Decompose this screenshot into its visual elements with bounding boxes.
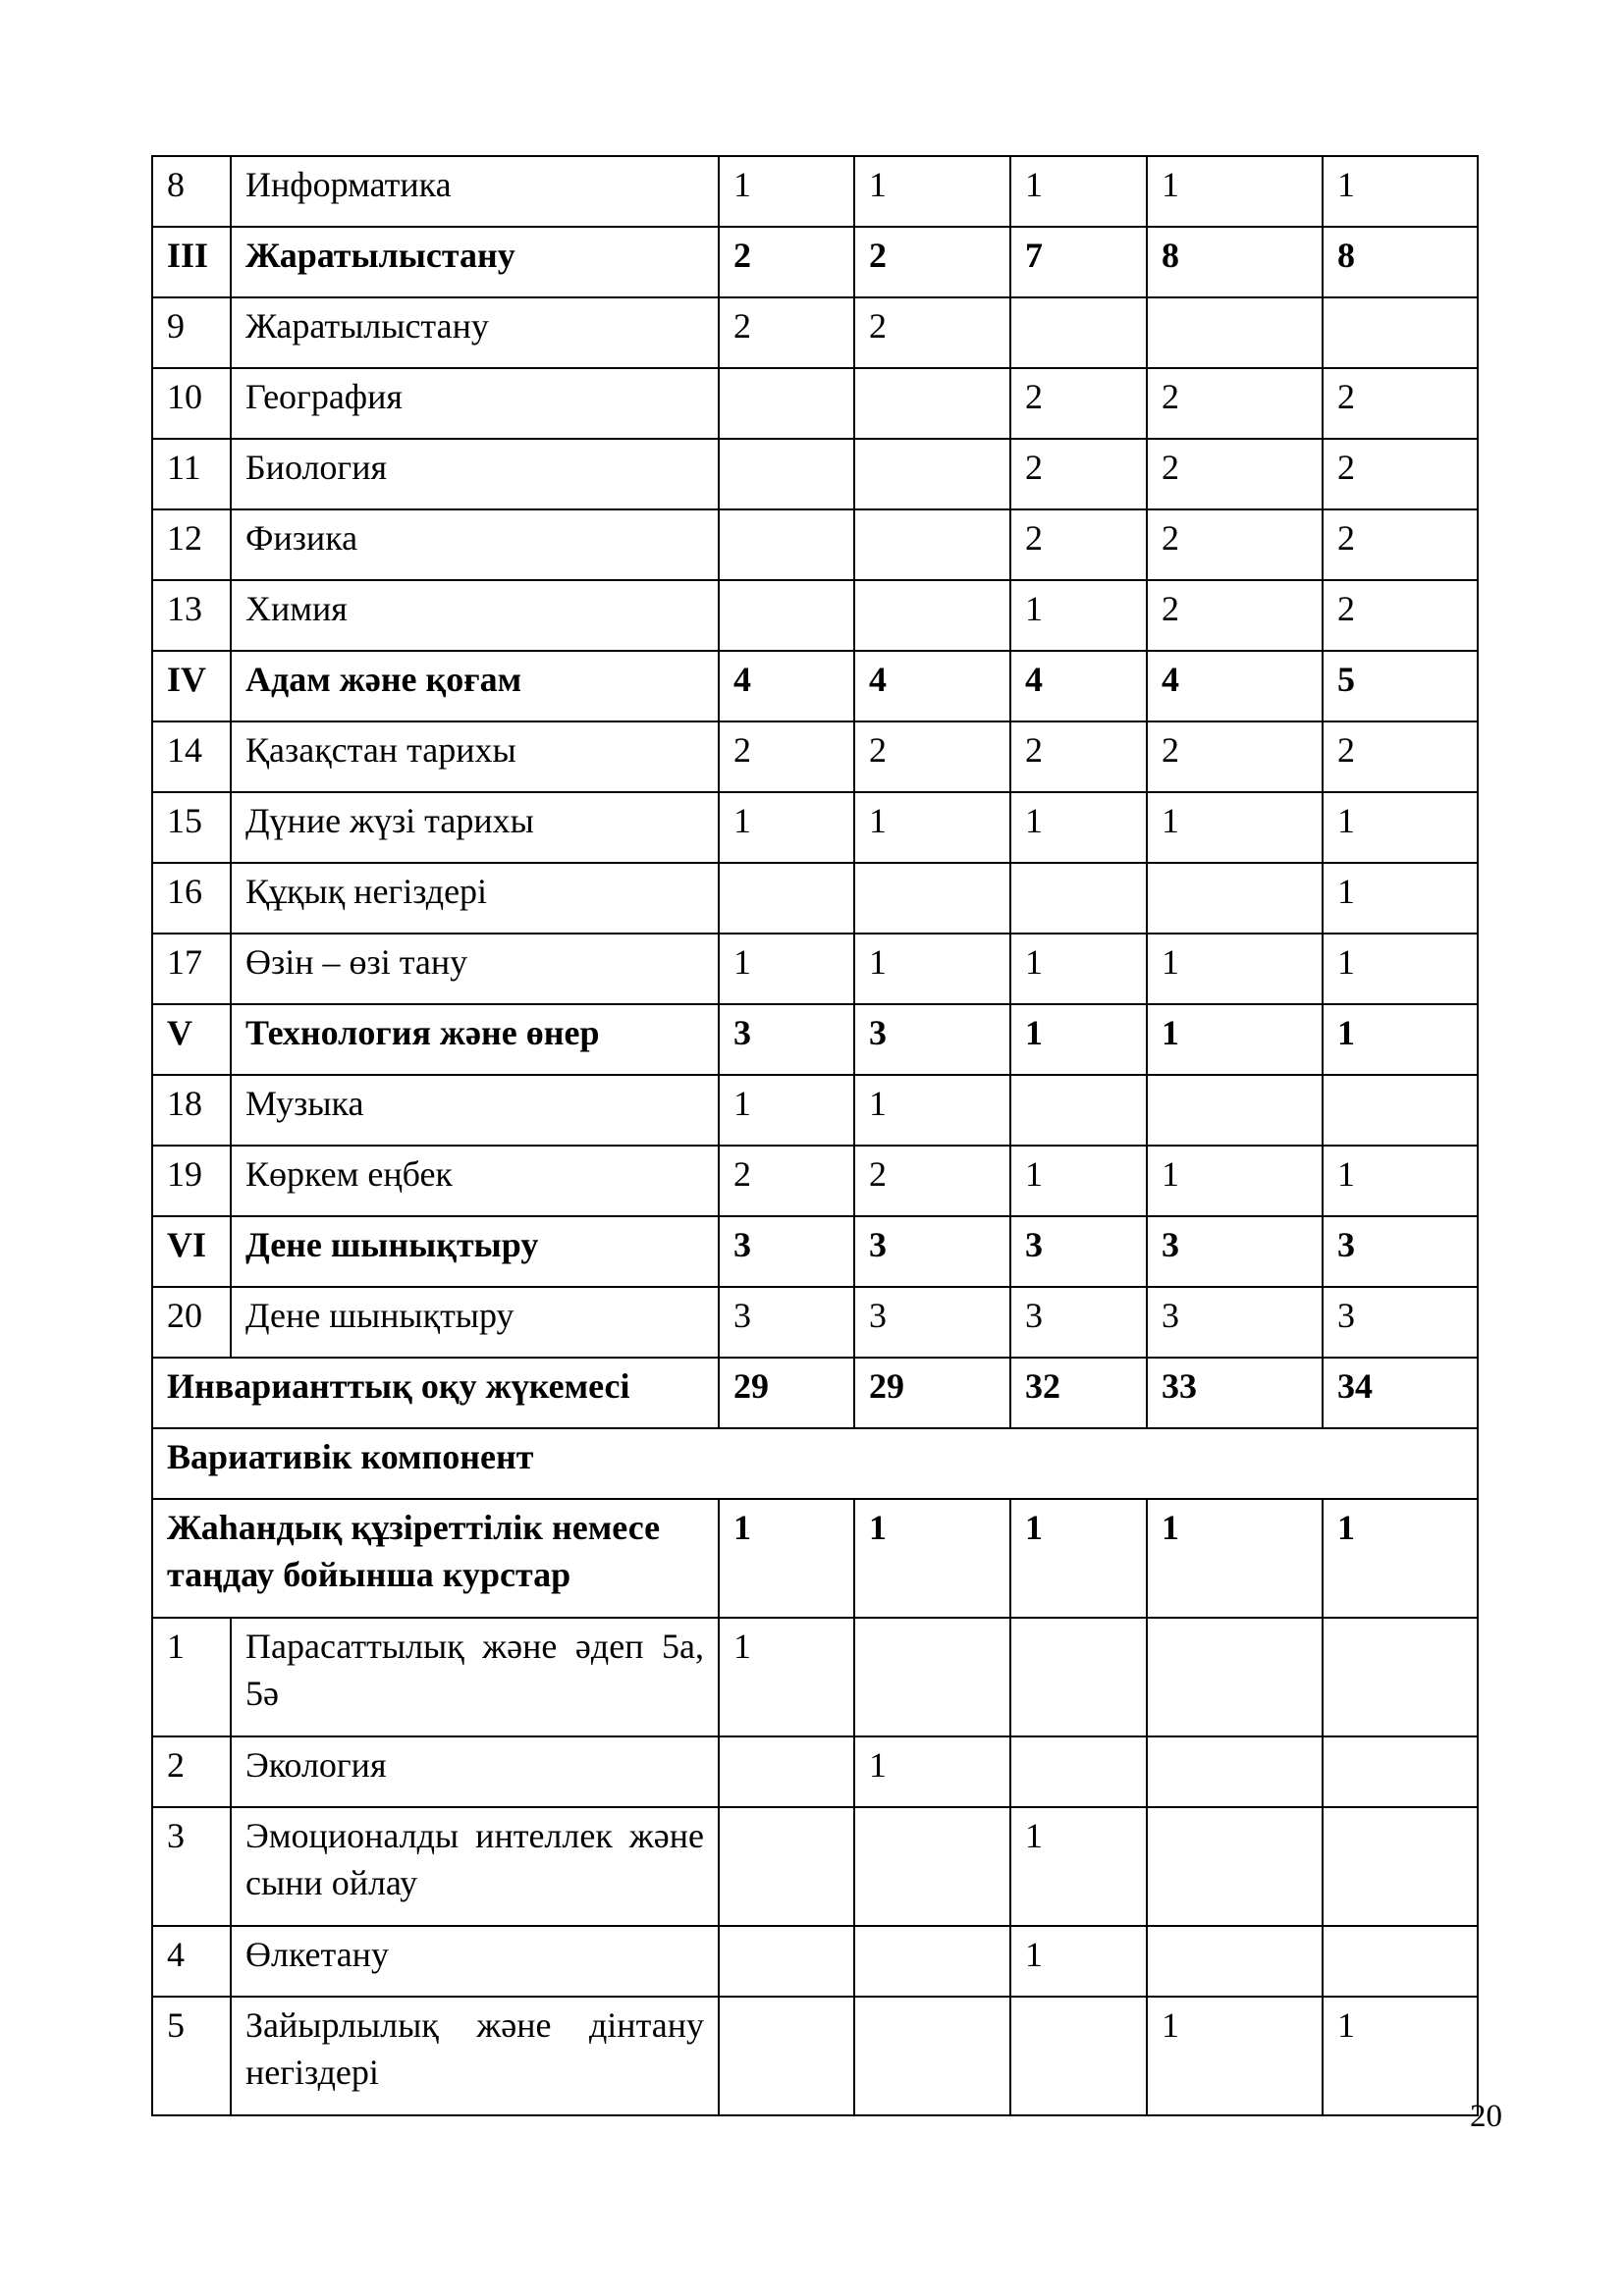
subject-name: Дүние жүзі тарихы: [231, 792, 719, 863]
subject-name: Физика: [231, 509, 719, 580]
subject-name: Химия: [231, 580, 719, 651]
table-cell: 4: [1010, 651, 1147, 721]
table-cell: [1010, 863, 1147, 934]
table-cell: [854, 1618, 1010, 1736]
table-cell: 1: [854, 792, 1010, 863]
subject-name: Дене шынықтыру: [231, 1287, 719, 1358]
table-cell: [854, 1807, 1010, 1926]
row-number: 2: [152, 1736, 231, 1807]
table-cell: 3: [1010, 1216, 1147, 1287]
table-cell: [1323, 1618, 1478, 1736]
table-cell: 2: [719, 1146, 854, 1216]
row-number: 1: [152, 1618, 231, 1736]
table-cell: [1147, 1075, 1323, 1146]
table-cell: [719, 1807, 854, 1926]
table-cell: 1: [854, 934, 1010, 1004]
table-cell: 1: [719, 934, 854, 1004]
variative-header-row: [152, 1428, 1478, 1499]
page-number: 20: [1470, 2099, 1502, 2134]
table-cell: [719, 509, 854, 580]
row-number: 10: [152, 368, 231, 439]
table-row: [152, 1618, 1478, 1736]
table-cell: [1010, 1618, 1147, 1736]
table-cell: [854, 1997, 1010, 2115]
table-cell: 2: [854, 1146, 1010, 1216]
table-row: [152, 1216, 1478, 1287]
table-cell: [1323, 297, 1478, 368]
table-cell: 3: [719, 1287, 854, 1358]
subject-name: Жаратылыстану: [231, 297, 719, 368]
table-cell: 1: [854, 156, 1010, 227]
table-cell: 1: [1323, 1004, 1478, 1075]
table-cell: 3: [1323, 1287, 1478, 1358]
table-cell: 1: [1010, 1807, 1147, 1926]
row-number: 5: [152, 1997, 231, 2115]
subject-name: Эмоционалды интеллек және сыни ойлау: [231, 1807, 719, 1926]
table-cell: [719, 863, 854, 934]
table-row: [152, 1926, 1478, 1997]
table-cell: 1: [854, 1075, 1010, 1146]
table-row: [152, 227, 1478, 297]
table-row: [152, 1146, 1478, 1216]
table-cell: [1323, 1807, 1478, 1926]
table-cell: [719, 1736, 854, 1807]
table-cell: 1: [1147, 1997, 1323, 2115]
subject-name: Парасаттылық және әдеп 5а, 5ә: [231, 1618, 719, 1736]
table-cell: 1: [1147, 1499, 1323, 1618]
table-cell: 3: [1010, 1287, 1147, 1358]
global-competence-row: [152, 1499, 1478, 1618]
table-cell: [1147, 863, 1323, 934]
table-cell: [854, 1926, 1010, 1997]
table-row: [152, 1075, 1478, 1146]
row-number: 19: [152, 1146, 231, 1216]
table-cell: 2: [1010, 368, 1147, 439]
table-cell: 3: [854, 1004, 1010, 1075]
table-row: [152, 156, 1478, 227]
curriculum-table: [151, 155, 1479, 2116]
table-cell: 2: [1010, 721, 1147, 792]
table-cell: [854, 509, 1010, 580]
table-cell: [1010, 1075, 1147, 1146]
invariant-total-label: Инварианттық оқу жүкемесі: [152, 1358, 719, 1428]
table-cell: 34: [1323, 1358, 1478, 1428]
table-cell: 1: [1010, 1499, 1147, 1618]
table-cell: 2: [1147, 580, 1323, 651]
table-cell: [1147, 1736, 1323, 1807]
table-cell: 2: [719, 721, 854, 792]
row-number: III: [152, 227, 231, 297]
table-cell: 3: [1147, 1287, 1323, 1358]
table-cell: 1: [719, 792, 854, 863]
table-cell: 1: [719, 156, 854, 227]
table-cell: 2: [1010, 509, 1147, 580]
table-cell: 2: [1147, 439, 1323, 509]
table-row: [152, 1287, 1478, 1358]
table-cell: [854, 580, 1010, 651]
table-cell: [1323, 1736, 1478, 1807]
table-cell: 33: [1147, 1358, 1323, 1428]
table-cell: 1: [1010, 1004, 1147, 1075]
table-cell: 32: [1010, 1358, 1147, 1428]
table-row: [152, 368, 1478, 439]
table-cell: 1: [1147, 934, 1323, 1004]
table-cell: 2: [719, 227, 854, 297]
subject-name: География: [231, 368, 719, 439]
table-cell: [854, 863, 1010, 934]
table-cell: 29: [854, 1358, 1010, 1428]
table-cell: [719, 580, 854, 651]
table-cell: 7: [1010, 227, 1147, 297]
table-cell: 2: [1147, 509, 1323, 580]
table-cell: 8: [1323, 227, 1478, 297]
table-row: [152, 509, 1478, 580]
table-cell: 2: [719, 297, 854, 368]
table-cell: 2: [1147, 368, 1323, 439]
table-cell: 1: [719, 1075, 854, 1146]
table-row: [152, 439, 1478, 509]
table-cell: 1: [1010, 934, 1147, 1004]
row-number: 17: [152, 934, 231, 1004]
subject-name: Биология: [231, 439, 719, 509]
table-cell: [719, 1926, 854, 1997]
table-cell: [1147, 1807, 1323, 1926]
table-cell: 1: [1010, 156, 1147, 227]
table-row: [152, 1736, 1478, 1807]
table-row: [152, 792, 1478, 863]
table-cell: 4: [1147, 651, 1323, 721]
table-cell: 2: [1323, 439, 1478, 509]
table-cell: [1010, 1736, 1147, 1807]
table-cell: 3: [854, 1287, 1010, 1358]
table-cell: [1323, 1075, 1478, 1146]
row-number: 18: [152, 1075, 231, 1146]
table-cell: 1: [1147, 156, 1323, 227]
table-cell: 1: [1010, 1926, 1147, 1997]
table-cell: [854, 368, 1010, 439]
table-cell: 2: [854, 297, 1010, 368]
row-number: 15: [152, 792, 231, 863]
table-cell: 1: [1010, 1146, 1147, 1216]
subject-name: Өлкетану: [231, 1926, 719, 1997]
table-cell: 1: [1323, 863, 1478, 934]
subject-name: Экология: [231, 1736, 719, 1807]
table-cell: 5: [1323, 651, 1478, 721]
subject-name: Көркем еңбек: [231, 1146, 719, 1216]
table-cell: [719, 1997, 854, 2115]
table-cell: 3: [1147, 1216, 1323, 1287]
table-cell: 2: [1323, 368, 1478, 439]
table-cell: [719, 439, 854, 509]
table-cell: 1: [719, 1499, 854, 1618]
table-body: [152, 156, 1478, 2115]
table-cell: 1: [719, 1618, 854, 1736]
subject-name: Адам және қоғам: [231, 651, 719, 721]
row-number: VI: [152, 1216, 231, 1287]
table-cell: 2: [854, 227, 1010, 297]
invariant-total-row: [152, 1358, 1478, 1428]
subject-name: Дене шынықтыру: [231, 1216, 719, 1287]
table-row: [152, 1004, 1478, 1075]
subject-name: Зайырлылық және дінтану негіздері: [231, 1997, 719, 2115]
row-number: 11: [152, 439, 231, 509]
table-row: [152, 1807, 1478, 1926]
table-cell: [1147, 297, 1323, 368]
table-cell: 3: [1323, 1216, 1478, 1287]
variative-header: Вариативік компонент: [152, 1428, 1478, 1499]
table-cell: [854, 439, 1010, 509]
table-cell: 2: [1147, 721, 1323, 792]
subject-name: Өзін – өзі тану: [231, 934, 719, 1004]
global-competence-label: Жаһандық құзіреттілік немесе таңдау бойынша курстар: [152, 1499, 719, 1618]
row-number: 9: [152, 297, 231, 368]
table-cell: 1: [1323, 1146, 1478, 1216]
subject-name: Технология және өнер: [231, 1004, 719, 1075]
table-cell: 1: [1323, 1499, 1478, 1618]
table-row: [152, 651, 1478, 721]
subject-name: Қазақстан тарихы: [231, 721, 719, 792]
table-cell: 3: [719, 1216, 854, 1287]
subject-name: Информатика: [231, 156, 719, 227]
row-number: V: [152, 1004, 231, 1075]
table-cell: 1: [1010, 580, 1147, 651]
table-cell: 8: [1147, 227, 1323, 297]
table-cell: 1: [1323, 934, 1478, 1004]
table-cell: 1: [1147, 792, 1323, 863]
subject-name: Құқық негіздері: [231, 863, 719, 934]
table-cell: 4: [854, 651, 1010, 721]
table-cell: [1147, 1926, 1323, 1997]
table-cell: 1: [854, 1499, 1010, 1618]
row-number: 16: [152, 863, 231, 934]
table-row: [152, 934, 1478, 1004]
table-row: [152, 863, 1478, 934]
table-cell: [1323, 1926, 1478, 1997]
subject-name: Музыка: [231, 1075, 719, 1146]
table-cell: 2: [854, 721, 1010, 792]
row-number: 8: [152, 156, 231, 227]
table-cell: [1010, 297, 1147, 368]
table-cell: 3: [719, 1004, 854, 1075]
table-cell: 1: [1010, 792, 1147, 863]
table-cell: 1: [1323, 792, 1478, 863]
table-cell: [1010, 1997, 1147, 2115]
table-cell: [719, 368, 854, 439]
table-row: [152, 297, 1478, 368]
table-cell: 4: [719, 651, 854, 721]
table-cell: 1: [1323, 1997, 1478, 2115]
subject-name: Жаратылыстану: [231, 227, 719, 297]
row-number: 4: [152, 1926, 231, 1997]
table-cell: 2: [1323, 580, 1478, 651]
row-number: 3: [152, 1807, 231, 1926]
table-row: [152, 580, 1478, 651]
table-cell: 29: [719, 1358, 854, 1428]
table-row: [152, 1997, 1478, 2115]
table-cell: 2: [1323, 509, 1478, 580]
row-number: 20: [152, 1287, 231, 1358]
row-number: 12: [152, 509, 231, 580]
table-cell: 2: [1010, 439, 1147, 509]
table-cell: [1147, 1618, 1323, 1736]
table-cell: 2: [1323, 721, 1478, 792]
table-row: [152, 721, 1478, 792]
table-cell: 3: [854, 1216, 1010, 1287]
table-cell: 1: [1323, 156, 1478, 227]
table-cell: 1: [854, 1736, 1010, 1807]
row-number: 14: [152, 721, 231, 792]
row-number: 13: [152, 580, 231, 651]
table-cell: 1: [1147, 1004, 1323, 1075]
row-number: IV: [152, 651, 231, 721]
table-cell: 1: [1147, 1146, 1323, 1216]
